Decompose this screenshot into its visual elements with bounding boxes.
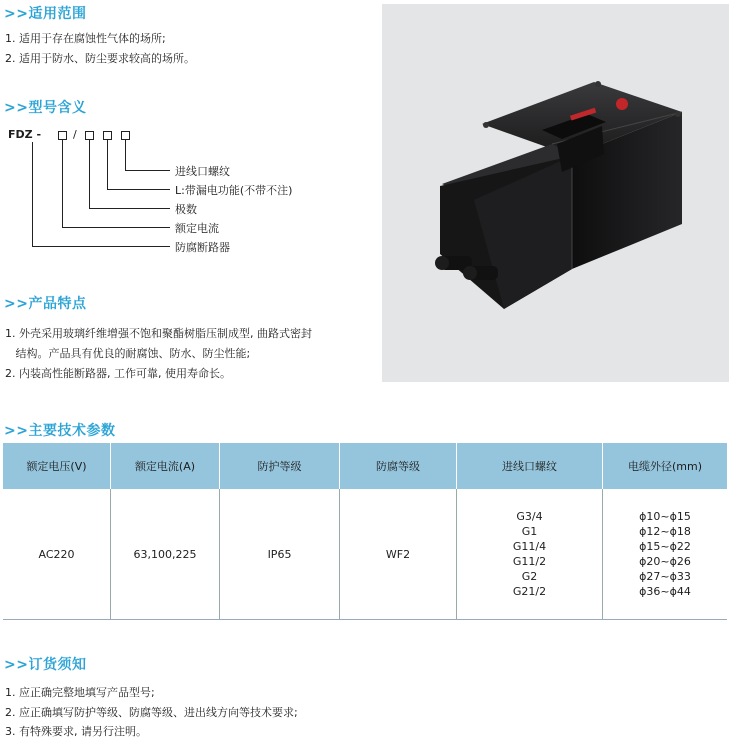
specs-table (3, 443, 727, 620)
cable-item: ϕ15~ϕ22 (639, 540, 691, 553)
header-corrosion: 防腐等级 (340, 443, 457, 489)
cable-item: ϕ10~ϕ15 (639, 510, 691, 523)
product-enclosure-image (382, 4, 729, 382)
model-label-current: 额定电流 (175, 222, 219, 235)
cell-threads (457, 489, 603, 620)
order-item-3: 3. 有特殊要求, 请另行注明。 (5, 725, 147, 738)
order-item-2: 2. 应正确填写防护等级、防腐等级、进出线方向等技术要求; (5, 706, 298, 719)
model-box-leak (103, 131, 112, 140)
thread-item: G21/2 (512, 585, 547, 598)
header-voltage: 额定电压(V) (3, 443, 111, 489)
features-heading: >>产品特点 (4, 296, 87, 312)
cell-current: 63,100,225 (111, 489, 220, 620)
model-heading: >>型号含义 (4, 100, 87, 116)
model-label-thread: 进线口螺纹 (175, 165, 230, 178)
threads-list (458, 509, 601, 599)
features-item-1: 1. 外壳采用玻璃纤维增强不饱和聚酯树脂压制成型, 曲路式密封 (5, 327, 312, 340)
cable-item: ϕ36~ϕ44 (639, 585, 691, 598)
thread-item: G11/2 (512, 555, 547, 568)
model-label-poles: 极数 (175, 203, 197, 216)
connector-leak-v (107, 140, 108, 189)
connector-current-h (62, 227, 170, 228)
model-box-thread (121, 131, 130, 140)
thread-item: G11/4 (512, 540, 547, 553)
thread-item: G2 (521, 570, 538, 583)
cell-corrosion: WF2 (340, 489, 457, 620)
model-diagram (0, 118, 360, 258)
model-box-current (58, 131, 67, 140)
specs-heading: >>主要技术参数 (4, 423, 116, 439)
scope-heading: >>适用范围 (4, 6, 87, 22)
thread-item: G3/4 (516, 510, 543, 523)
connector-type-h (32, 246, 170, 247)
order-heading: >>订货须知 (4, 657, 87, 673)
model-box-poles (85, 131, 94, 140)
cell-voltage: AC220 (3, 489, 111, 620)
features-item-2: 2. 内装高性能断路器, 工作可靠, 使用寿命长。 (5, 367, 231, 380)
model-prefix: FDZ - (8, 128, 42, 141)
header-protection: 防护等级 (220, 443, 340, 489)
features-item-1-cont: 结构。产品具有优良的耐腐蚀、防水、防尘性能; (5, 347, 251, 360)
cell-cable (603, 489, 728, 620)
cable-item: ϕ27~ϕ33 (639, 570, 691, 583)
scope-item-1: 1. 适用于存在腐蚀性气体的场所; (5, 32, 166, 45)
cable-item: ϕ20~ϕ26 (639, 555, 691, 568)
order-item-1: 1. 应正确完整地填写产品型号; (5, 686, 155, 699)
product-photo (382, 4, 729, 382)
connector-current-v (62, 140, 63, 227)
specs-header-row (3, 443, 727, 489)
model-slash: / (73, 128, 77, 141)
model-label-leak: L:带漏电功能(不带不注) (175, 184, 293, 197)
header-current: 额定电流(A) (111, 443, 220, 489)
connector-thread-h (125, 170, 170, 171)
cable-item: ϕ12~ϕ18 (639, 525, 691, 538)
thread-item: G1 (521, 525, 538, 538)
header-thread: 进线口螺纹 (457, 443, 603, 489)
connector-leak-h (107, 189, 170, 190)
header-cable: 电缆外径(mm) (603, 443, 728, 489)
model-label-type: 防腐断路器 (175, 241, 230, 254)
connector-poles-h (89, 208, 170, 209)
table-row (3, 489, 727, 620)
connector-type-v (32, 142, 33, 246)
connector-poles-v (89, 140, 90, 208)
connector-thread-v (125, 140, 126, 170)
scope-item-2: 2. 适用于防水、防尘要求较高的场所。 (5, 52, 195, 65)
cable-list (604, 509, 726, 599)
cell-protection: IP65 (220, 489, 340, 620)
